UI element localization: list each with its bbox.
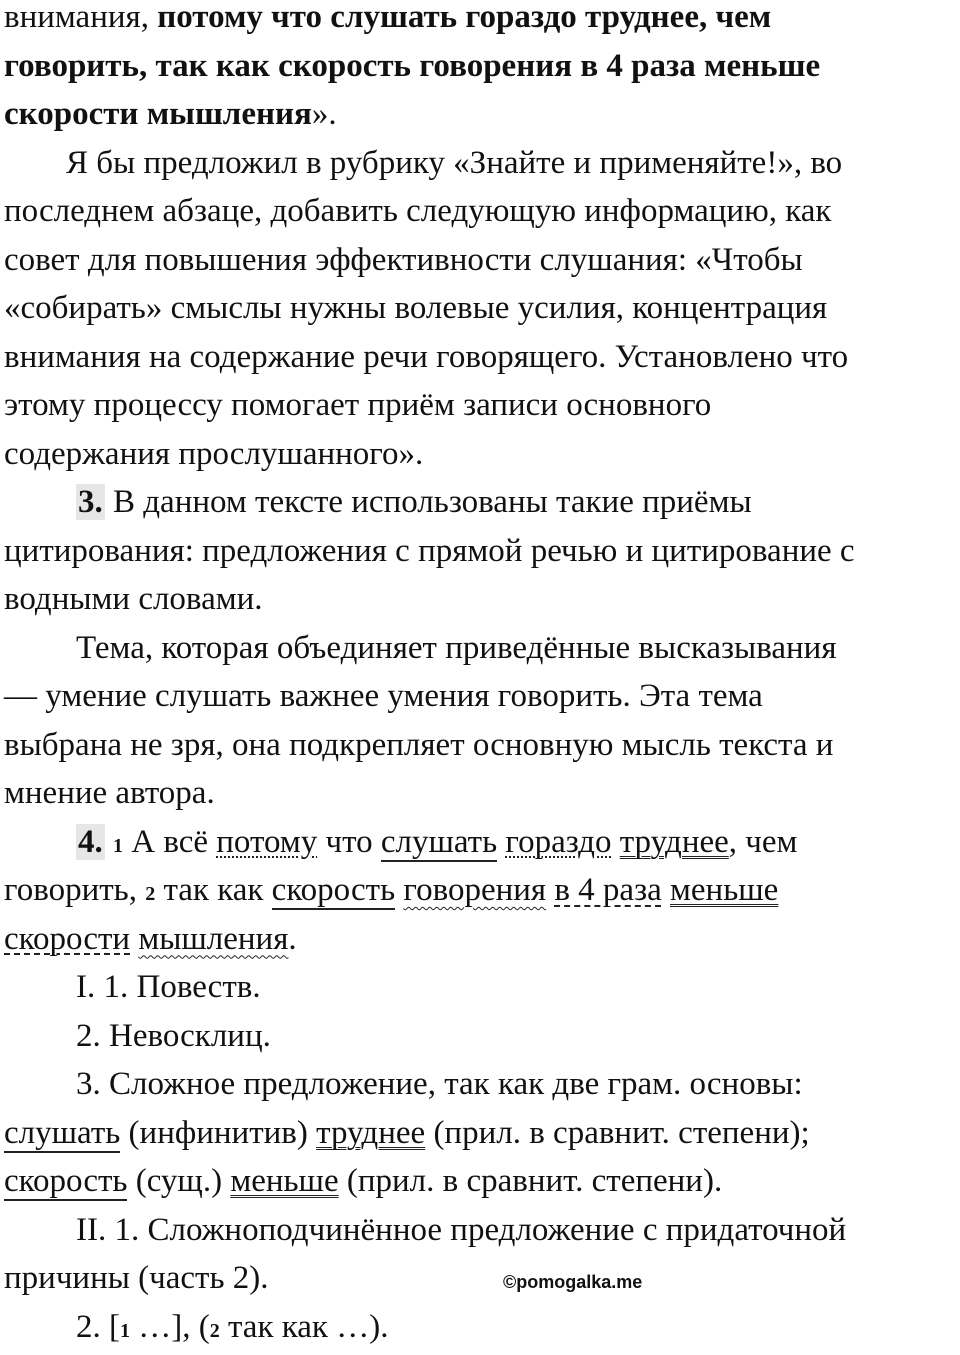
text: В данном тексте использованы такие приёмы bbox=[104, 484, 752, 520]
text-line bbox=[4, 42, 956, 91]
text-line: Тема, которая объединяет приведённые высказывания bbox=[76, 629, 837, 666]
text-line: цитирования: предложения с прямой речью и цитирование с bbox=[4, 532, 855, 569]
text: …], ( bbox=[130, 1308, 210, 1345]
text: (сущ.) bbox=[127, 1163, 231, 1199]
text: . bbox=[288, 920, 297, 957]
word-predicate: меньше bbox=[230, 1163, 339, 1199]
document-page bbox=[4, 0, 956, 1351]
word-conjunction: потому bbox=[216, 823, 318, 860]
text-line: II. 1. Сложноподчинённое предложение с придаточной bbox=[76, 1211, 847, 1248]
word-attribute: мышления bbox=[138, 920, 289, 957]
word-subject: скорость bbox=[4, 1163, 128, 1199]
clause-marker: 1 bbox=[120, 1319, 130, 1342]
clause-marker: 2 bbox=[209, 1319, 220, 1342]
text-line: этому процессу помогает приём записи основного bbox=[4, 387, 712, 423]
text-line: Я бы предложил в рубрику «Знайте и применяйте!», во bbox=[66, 144, 843, 181]
text-line: внимания на содержание речи говорящего. Установлено что bbox=[4, 338, 849, 375]
text-line: совет для повышения эффективности слушания: «Чтобы bbox=[4, 241, 803, 278]
text: говорить, bbox=[4, 872, 146, 908]
word-subject: слушать bbox=[4, 1114, 121, 1151]
text-line bbox=[4, 90, 956, 139]
text-line bbox=[4, 1109, 956, 1158]
word-predicate: труднее bbox=[619, 823, 729, 860]
bold-text: потому что слушать гораздо труднее, чем bbox=[157, 0, 772, 35]
text: , чем bbox=[728, 823, 798, 860]
bold-text: скорости мышления bbox=[4, 96, 312, 132]
word-predicate: труднее bbox=[316, 1114, 426, 1151]
word-adverbial: в 4 раза bbox=[554, 872, 662, 908]
text: 2. [ bbox=[76, 1308, 120, 1345]
text-line bbox=[4, 0, 956, 42]
text: (прил. в сравнит. степени). bbox=[338, 1163, 723, 1199]
word-predicate: меньше bbox=[670, 872, 779, 908]
text-line: водными словами. bbox=[4, 581, 263, 617]
text-line: последнем абзаце, добавить следующую информацию, как bbox=[4, 193, 832, 229]
text-line bbox=[4, 1303, 956, 1352]
text: так как bbox=[155, 872, 272, 908]
word-adverbial: гораздо bbox=[505, 823, 612, 860]
text-line: мнение автора. bbox=[4, 775, 215, 811]
text-line: 2. Невосклиц. bbox=[76, 1017, 271, 1054]
text-line bbox=[4, 915, 956, 964]
text: что bbox=[317, 823, 381, 860]
bold-text: говорить, так как скорость говорения в 4 раза меньше bbox=[4, 47, 821, 84]
text-line: содержания прослушанного». bbox=[4, 435, 424, 472]
text: ». bbox=[311, 96, 337, 132]
text-line: выбрана не зря, она подкрепляет основную мысль текста и bbox=[4, 726, 834, 763]
task-number: 3. bbox=[78, 484, 103, 520]
text-line bbox=[4, 1157, 956, 1206]
watermark: ©pomogalka.me bbox=[503, 1272, 643, 1292]
word-subject: слушать bbox=[380, 823, 498, 860]
word-object: скорости bbox=[4, 920, 131, 957]
text: (прил. в сравнит. степени); bbox=[425, 1114, 810, 1151]
text: внимания, bbox=[4, 0, 158, 35]
text-line: — умение слушать важнее умения говорить. Эта тема bbox=[4, 678, 763, 714]
text-line bbox=[4, 866, 956, 915]
word-subject: скорость bbox=[271, 872, 396, 908]
word-attribute: говорения bbox=[403, 872, 547, 908]
text-line: 3. Сложное предложение, так как две грам. основы: bbox=[76, 1066, 803, 1102]
task-number: 4. bbox=[78, 823, 103, 860]
clause-marker: 1 bbox=[113, 834, 123, 857]
clause-marker: 2 bbox=[145, 883, 156, 905]
text-line bbox=[4, 818, 956, 867]
text: так как …). bbox=[219, 1308, 389, 1345]
text: А всё bbox=[123, 823, 217, 860]
text: (инфинитив) bbox=[120, 1114, 317, 1151]
text-line: «собирать» смыслы нужны волевые усилия, концентрация bbox=[4, 290, 828, 326]
text-line: I. 1. Повеств. bbox=[76, 969, 261, 1005]
text-line bbox=[4, 478, 956, 527]
text-line: причины (часть 2). bbox=[4, 1260, 269, 1296]
